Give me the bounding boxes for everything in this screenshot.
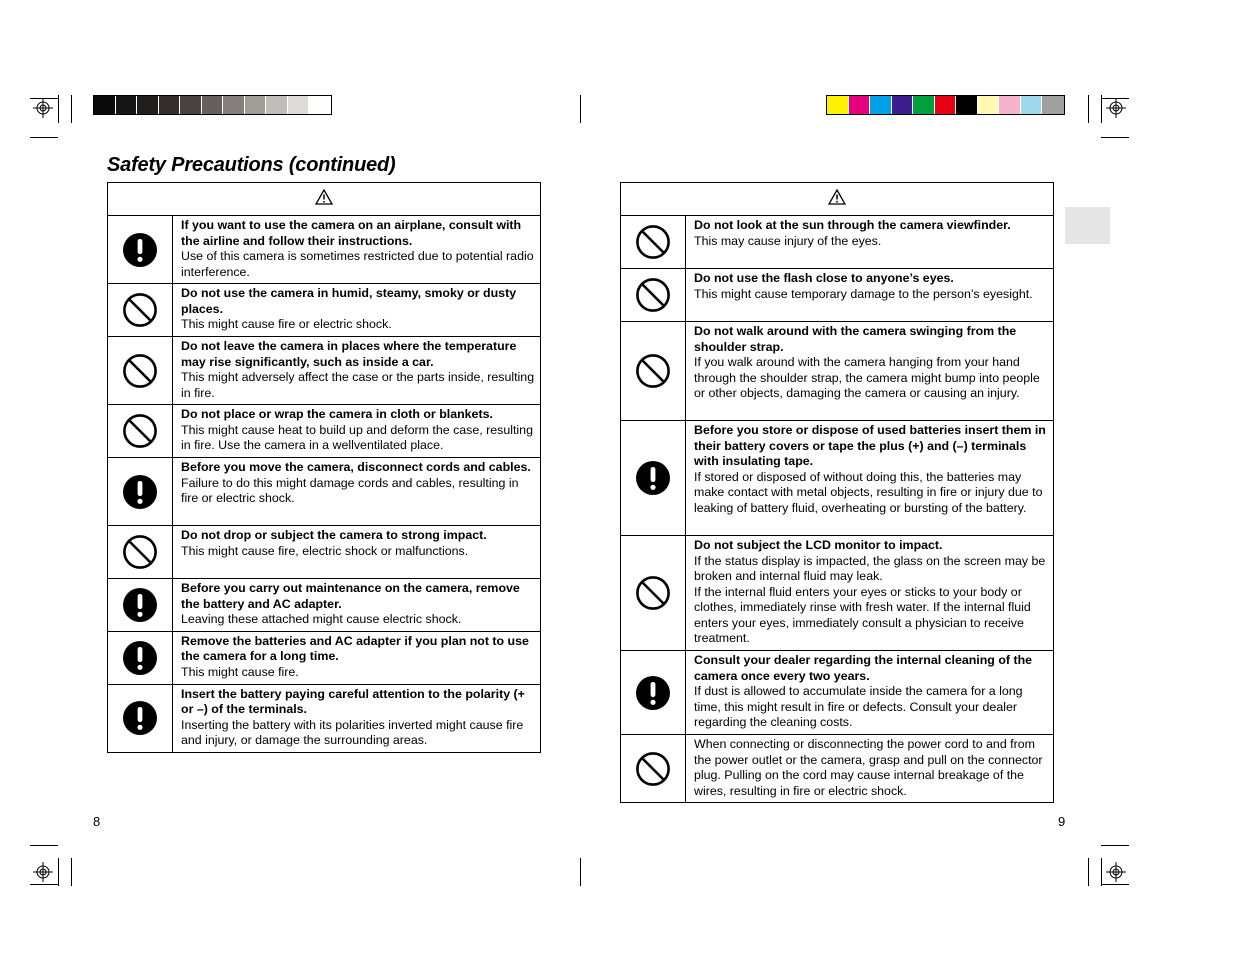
color-swatch	[978, 96, 1000, 114]
warning-icon-cell	[108, 579, 173, 632]
color-swatch	[309, 96, 331, 114]
page-title: Safety Precautions (continued)	[107, 154, 396, 176]
right-warning-table	[620, 182, 1054, 803]
color-swatch	[935, 96, 957, 114]
warning-text-cell	[173, 284, 541, 337]
warning-description: When connecting or disconnecting the power cord to and from the power outlet or the camera, grasp and pull on the connector plug. Pulling on the cord may cause internal breakage of the wires, resulting in fire or electric shock.	[694, 737, 1043, 798]
warning-row	[108, 579, 541, 632]
crop-mark	[71, 95, 72, 123]
warning-text-cell	[173, 216, 541, 284]
warning-description: If dust is allowed to accumulate inside the camera for a long time, this might result in fire or defects. Consult your dealer regarding the cleaning costs.	[694, 684, 1023, 729]
warning-heading: Before you move the camera, disconnect cords and cables.	[181, 460, 531, 474]
warning-description: Leaving these attached might cause electric shock.	[181, 612, 462, 626]
color-swatch	[180, 96, 202, 114]
warning-header	[621, 183, 1054, 216]
left-warning-table	[107, 182, 541, 753]
warning-text-cell	[686, 651, 1054, 735]
warning-row	[108, 284, 541, 337]
warning-text-cell	[173, 684, 541, 752]
prohibited-icon	[122, 353, 158, 389]
warning-description: If you walk around with the camera hanging from your hand through the shoulder strap, the camera might bump into people or other objects, damaging the camera or causing an injury.	[694, 355, 1040, 400]
warning-heading: Consult your dealer regarding the internal cleaning of the camera once every two years.	[694, 653, 1033, 683]
warning-description: Inserting the battery with its polarities inverted might cause fire and injury, or damage the surrounding areas.	[181, 717, 524, 747]
color-swatch	[999, 96, 1021, 114]
registration-mark-icon	[33, 862, 53, 882]
warning-heading: Do not look at the sun through the camera viewfinder.	[694, 218, 1011, 232]
warning-icon-cell	[108, 284, 173, 337]
warning-row	[621, 269, 1054, 322]
warning-row	[621, 651, 1054, 735]
warning-icon-cell	[621, 322, 686, 421]
color-swatch	[116, 96, 138, 114]
crop-mark	[1088, 95, 1089, 123]
warning-text-cell	[173, 579, 541, 632]
warning-row	[108, 216, 541, 284]
crop-mark	[30, 884, 58, 885]
warning-icon-cell	[108, 216, 173, 284]
warning-text-cell	[173, 405, 541, 458]
color-swatch	[913, 96, 935, 114]
warning-row	[108, 405, 541, 458]
mandatory-icon	[122, 640, 158, 676]
registration-mark-icon	[1106, 98, 1126, 118]
warning-text-cell	[173, 631, 541, 684]
warning-heading: Before you store or dispose of used batteries insert them in their battery covers or tape the plus (+) and (–) terminals with insulating tape.	[694, 423, 1046, 468]
warning-heading: Remove the batteries and AC adapter if you plan not to use the camera for a long time.	[181, 633, 529, 663]
mandatory-icon	[122, 587, 158, 623]
color-swatch	[892, 96, 914, 114]
mandatory-icon	[122, 700, 158, 736]
color-swatch	[288, 96, 310, 114]
color-swatch	[956, 96, 978, 114]
gray-color-bar	[93, 95, 332, 115]
prohibited-icon	[122, 534, 158, 570]
color-swatch	[245, 96, 267, 114]
warning-icon-cell	[621, 536, 686, 651]
warning-heading: Do not leave the camera in places where the temperature may rise significantly, such as inside a car.	[181, 339, 517, 369]
crop-mark	[1101, 95, 1102, 123]
warning-row	[621, 735, 1054, 803]
registration-mark-icon	[1106, 862, 1126, 882]
warning-description: This might cause heat to build up and deform the case, resulting in fire. Use the camera in a wellventilated place.	[181, 422, 533, 452]
warning-description: This might adversely affect the case or the parts inside, resulting in fire.	[181, 370, 535, 400]
warning-text-cell	[686, 421, 1054, 536]
color-swatch	[1021, 96, 1043, 114]
prohibited-icon	[122, 292, 158, 328]
warning-heading: Do not place or wrap the camera in cloth or blankets.	[181, 407, 493, 421]
prohibited-icon	[635, 224, 671, 260]
page-tab	[1065, 207, 1110, 244]
warning-row	[621, 216, 1054, 269]
cmyk-color-bar	[826, 95, 1065, 115]
warning-text-cell	[686, 269, 1054, 322]
mandatory-icon	[122, 232, 158, 268]
warning-icon-cell	[108, 684, 173, 752]
mandatory-icon	[635, 675, 671, 711]
warning-heading: Do not use the camera in humid, steamy, smoky or dusty places.	[181, 286, 517, 316]
warning-heading: Do not drop or subject the camera to strong impact.	[181, 528, 487, 542]
color-swatch	[202, 96, 224, 114]
color-swatch	[137, 96, 159, 114]
warning-icon-cell	[621, 216, 686, 269]
warning-icon-cell	[621, 735, 686, 803]
warning-heading: If you want to use the camera on an airplane, consult with the airline and follow their instructions.	[181, 218, 522, 248]
mandatory-icon	[122, 474, 158, 510]
warning-icon-cell	[621, 651, 686, 735]
color-swatch	[94, 96, 116, 114]
warning-text-cell	[173, 337, 541, 405]
warning-text-cell	[173, 458, 541, 526]
warning-description: This might cause fire or electric shock.	[181, 317, 392, 331]
warning-icon-cell	[108, 631, 173, 684]
color-swatch	[266, 96, 288, 114]
warning-description: This may cause injury of the eyes.	[694, 233, 882, 248]
warning-heading: Insert the battery paying careful attention to the polarity (+ or –) of the terminals.	[181, 686, 525, 716]
warning-description: If the status display is impacted, the glass on the screen may be broken and internal fluid may leak.	[694, 553, 1046, 583]
color-swatch	[223, 96, 245, 114]
registration-mark-icon	[33, 98, 53, 118]
warning-icon-cell	[108, 458, 173, 526]
warning-heading: Do not use the flash close to anyone’s eyes.	[694, 271, 954, 285]
crop-mark	[1101, 858, 1102, 886]
page-number-left: 8	[93, 814, 101, 829]
crop-mark	[1101, 845, 1129, 846]
warning-heading: Before you carry out maintenance on the camera, remove the battery and AC adapter.	[181, 581, 520, 611]
color-swatch	[849, 96, 871, 114]
warning-text-cell	[686, 735, 1054, 803]
warning-row	[108, 684, 541, 752]
color-swatch	[827, 96, 849, 114]
prohibited-icon	[635, 751, 671, 787]
warning-row	[108, 337, 541, 405]
warning-icon-cell	[621, 421, 686, 536]
crop-mark	[58, 95, 59, 123]
warning-row	[108, 458, 541, 526]
crop-mark	[58, 858, 59, 886]
crop-mark	[1088, 858, 1089, 886]
crop-mark	[30, 845, 58, 846]
color-swatch	[1042, 96, 1064, 114]
warning-icon-cell	[108, 526, 173, 579]
prohibited-icon	[635, 277, 671, 313]
color-swatch	[870, 96, 892, 114]
warning-row	[108, 526, 541, 579]
warning-triangle-icon	[315, 189, 333, 205]
warning-text-cell	[173, 526, 541, 579]
warning-description: This might cause fire.	[181, 664, 299, 679]
prohibited-icon	[635, 575, 671, 611]
crop-mark	[580, 858, 581, 886]
color-swatch	[159, 96, 181, 114]
warning-description: If the internal fluid enters your eyes or sticks to your body or clothes, immediately rinse with fresh water. If the internal fluid enters your eyes, immediately consult a physician to receive treatment.	[694, 584, 1031, 645]
warning-icon-cell	[108, 405, 173, 458]
crop-mark	[580, 95, 581, 123]
warning-heading: Do not walk around with the camera swinging from the shoulder strap.	[694, 324, 1017, 354]
warning-header	[108, 183, 541, 216]
warning-description: This might cause temporary damage to the person’s eyesight.	[694, 286, 1033, 301]
crop-mark	[1101, 137, 1129, 138]
warning-description: This might cause fire, electric shock or malfunctions.	[181, 543, 469, 558]
warning-row	[621, 536, 1054, 651]
warning-description: Failure to do this might damage cords and cables, resulting in fire or electric shock.	[181, 475, 519, 505]
warning-row	[621, 322, 1054, 421]
prohibited-icon	[635, 353, 671, 389]
page-number-right: 9	[1058, 814, 1066, 829]
warning-description: Use of this camera is sometimes restricted due to potential radio interference.	[181, 249, 534, 279]
crop-mark	[30, 137, 58, 138]
warning-text-cell	[686, 536, 1054, 651]
warning-icon-cell	[621, 269, 686, 322]
warning-icon-cell	[108, 337, 173, 405]
crop-mark	[1101, 884, 1129, 885]
warning-text-cell	[686, 216, 1054, 269]
warning-row	[621, 421, 1054, 536]
warning-heading: Do not subject the LCD monitor to impact.	[694, 538, 943, 552]
prohibited-icon	[122, 413, 158, 449]
warning-text-cell	[686, 322, 1054, 421]
warning-triangle-icon	[828, 189, 846, 205]
mandatory-icon	[635, 460, 671, 496]
warning-description: If stored or disposed of without doing this, the batteries may make contact with metal objects, resulting in fire or injury due to leaking of battery fluid, overheating or bursting of the battery.	[694, 469, 1043, 515]
warning-row	[108, 631, 541, 684]
crop-mark	[71, 858, 72, 886]
